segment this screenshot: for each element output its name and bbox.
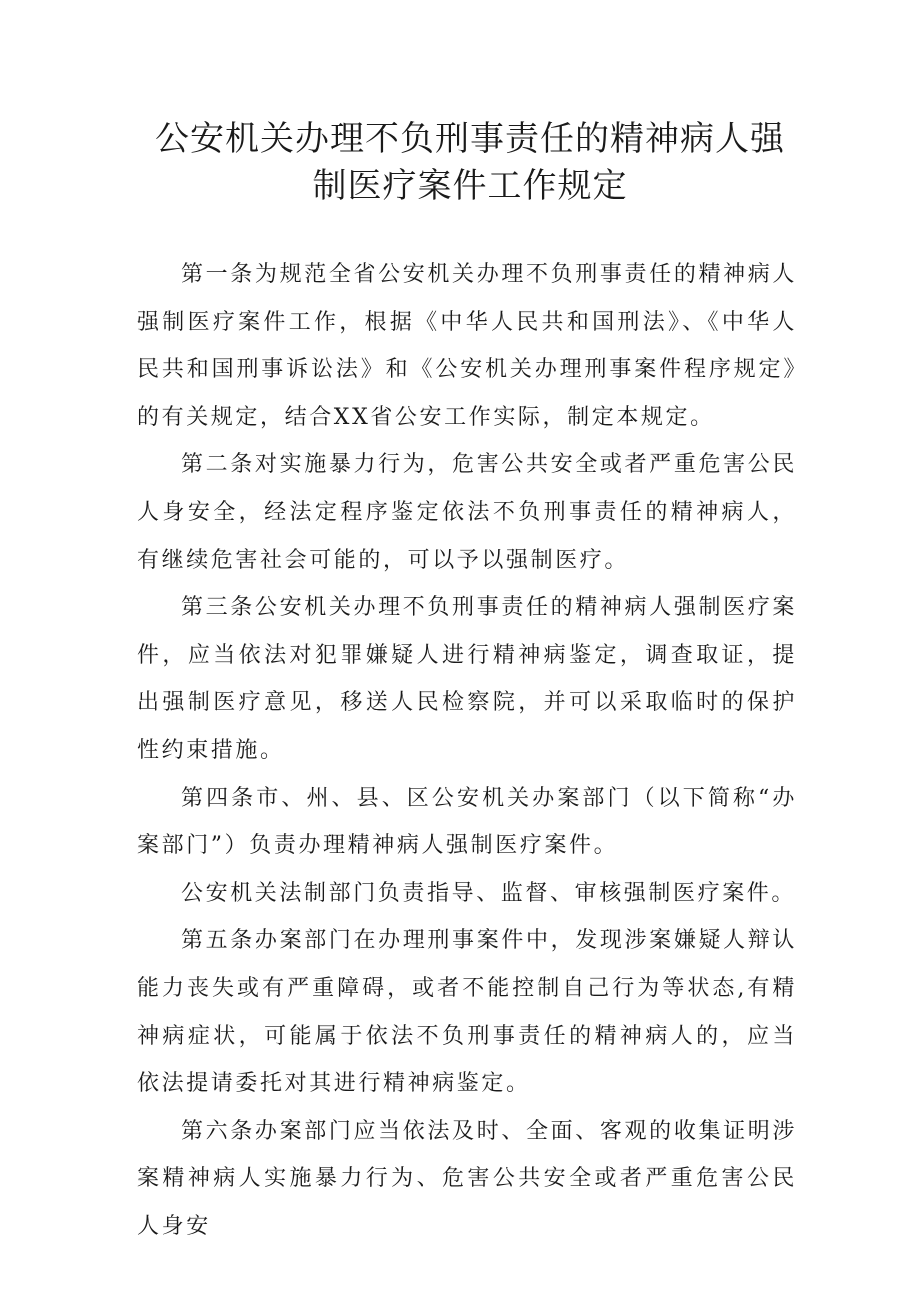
paragraph-article-3: 第三条公安机关办理不负刑事责任的精神病人强制医疗案件，应当依法对犯罪嫌疑人进行精神病鉴定，调查取证，提出强制医疗意见，移送人民检察院，并可以采取临时的保护性约束措施。: [137, 595, 797, 763]
document-title-line-2: 制医疗案件工作规定: [312, 166, 628, 206]
paragraph-article-2: 第二条对实施暴力行为，危害公共安全或者严重危害公民人身安全，经法定程序鉴定依法不负刑事责任的精神病人，有继续危害社会可能的，可以予以强制医疗。: [137, 452, 797, 573]
document-title-line-1: 公安机关办理不负刑事责任的精神病人强: [155, 119, 785, 159]
paragraph-article-5: 第五条办案部门在办理刑事案件中，发现涉案嫌疑人辩认能力丧失或有严重障碍，或者不能控制自己行为等状态,有精神病症状，可能属于依法不负刑事责任的精神病人的，应当依法提请委托对其进行精神病鉴定。: [137, 928, 797, 1097]
paragraph-legal-dept: 公安机关法制部门负责指导、监督、审核强制医疗案件。: [181, 880, 797, 906]
paragraph-article-1: 第一条为规范全省公安机关办理不负刑事责任的精神病人强制医疗案件工作，根据《中华人民共和国刑法》、《中华人民共和国刑事诉讼法》和《公安机关办理刑事案件程序规定》的有关规定，结合XX省公安工作实际，制定本规定。: [137, 262, 797, 430]
document-body: [137, 251, 797, 1250]
paragraph-article-4: 第四条市、州、县、区公安机关办案部门（以下简称“办案部门”）负责办理精神病人强制医疗案件。: [137, 785, 797, 859]
paragraph-article-6: 第六条办案部门应当依法及时、全面、客观的收集证明涉案精神病人实施暴力行为、危害公共安全或者严重危害公民人身安: [137, 1118, 797, 1239]
